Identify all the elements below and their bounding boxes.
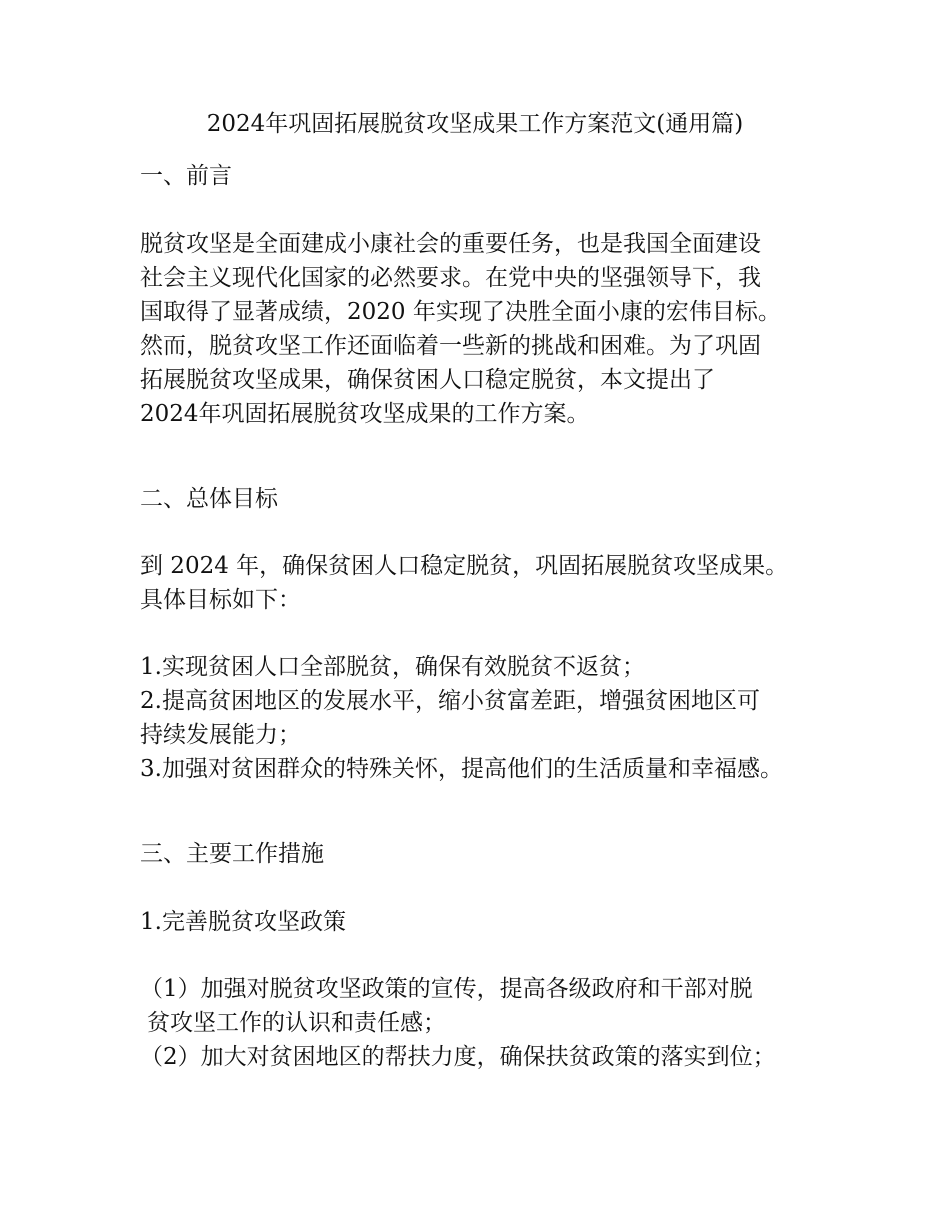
- paragraph-line: 社会主义现代化国家的必然要求。在党中央的坚强领导下，我: [140, 265, 761, 291]
- paragraph-line: 到 2024 年，确保贫困人口稳定脱贫，巩固拓展脱贫攻坚成果。: [140, 553, 789, 579]
- goal-list-item: 2.提高贫困地区的发展水平，缩小贫富差距，增强贫困地区可: [140, 688, 760, 714]
- section-heading-goals: 二、总体目标: [140, 486, 278, 512]
- section-heading-preface: 一、前言: [140, 163, 232, 189]
- document-title: 2024年巩固拓展脱贫攻坚成果工作方案范文(通用篇): [206, 111, 744, 137]
- paragraph-line: 然而，脱贫攻坚工作还面临着一些新的挑战和困难。为了巩固: [140, 333, 761, 359]
- subsection-heading: 1.完善脱贫攻坚政策: [140, 909, 346, 935]
- paragraph-line: 具体目标如下：: [140, 587, 301, 613]
- goal-list-item-continued: 持续发展能力；: [140, 722, 301, 748]
- paragraph-line: 国取得了显著成绩，2020 年实现了决胜全面小康的宏伟目标。: [140, 299, 781, 325]
- paragraph-line: 拓展脱贫攻坚成果，确保贫困人口稳定脱贫，本文提出了: [140, 367, 715, 393]
- section-heading-measures: 三、主要工作措施: [140, 841, 324, 867]
- measure-list-item: （2）加大对贫困地区的帮扶力度，确保扶贫政策的落实到位；: [140, 1044, 776, 1070]
- measure-list-item-continued: 贫攻坚工作的认识和责任感；: [147, 1010, 446, 1036]
- paragraph-line: 2024年巩固拓展脱贫攻坚成果的工作方案。: [140, 401, 590, 427]
- goal-list-item: 1.实现贫困人口全部脱贫，确保有效脱贫不返贫；: [140, 654, 645, 680]
- goal-list-item: 3.加强对贫困群众的特殊关怀，提高他们的生活质量和幸福感。: [140, 756, 783, 782]
- measure-list-item: （1）加强对脱贫攻坚政策的宣传，提高各级政府和干部对脱: [140, 976, 753, 1002]
- paragraph-line: 脱贫攻坚是全面建成小康社会的重要任务，也是我国全面建设: [140, 231, 761, 257]
